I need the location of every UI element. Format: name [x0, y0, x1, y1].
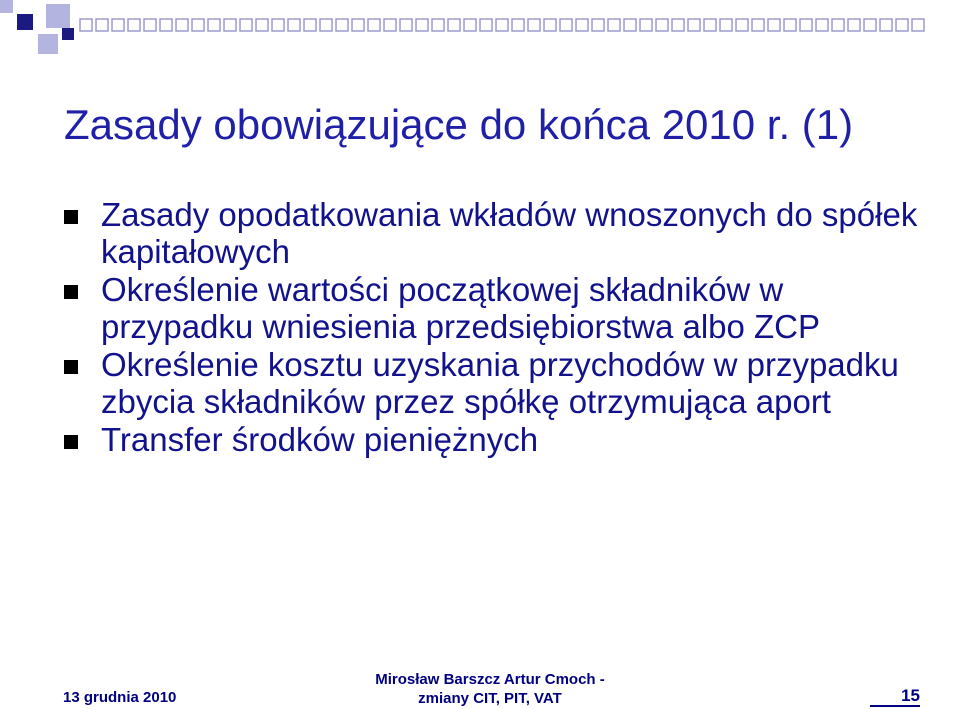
- bullet-item: [64, 196, 944, 270]
- square-bullet-icon: [64, 285, 78, 299]
- bullet-text: Transfer środków pieniężnych: [101, 421, 539, 458]
- page-number: 15: [901, 686, 920, 705]
- footer-author-note: [340, 670, 640, 708]
- footer-topic-line: zmiany CIT, PIT, VAT: [418, 690, 562, 707]
- square-bullet-icon: [64, 210, 78, 224]
- square-bullet-icon: [64, 435, 78, 449]
- footer-author-line: Mirosław Barszcz Artur Cmoch -: [375, 671, 605, 688]
- bullet-text: Określenie wartości początkowej składników w przypadku wniesienia przedsiębiorstwa albo ZCP: [101, 271, 821, 345]
- bullet-list: [64, 196, 944, 459]
- bullet-item: [64, 346, 944, 420]
- slide-corner-decoration: [0, 0, 960, 60]
- bullet-text: Określenie kosztu uzyskania przychodów w przypadku zbycia składników przez spółkę otrzymująca aport: [101, 346, 899, 420]
- footer-date: 13 grudnia 2010: [63, 689, 177, 706]
- bullet-item: [64, 271, 944, 345]
- bullet-text: Zasady opodatkowania wkładów wnoszonych do spółek kapitałowych: [101, 196, 918, 270]
- page-number-underline: [870, 705, 920, 707]
- slide-title: Zasady obowiązujące do końca 2010 r. (1): [64, 101, 854, 148]
- bullet-item: [64, 421, 944, 458]
- square-bullet-icon: [64, 360, 78, 374]
